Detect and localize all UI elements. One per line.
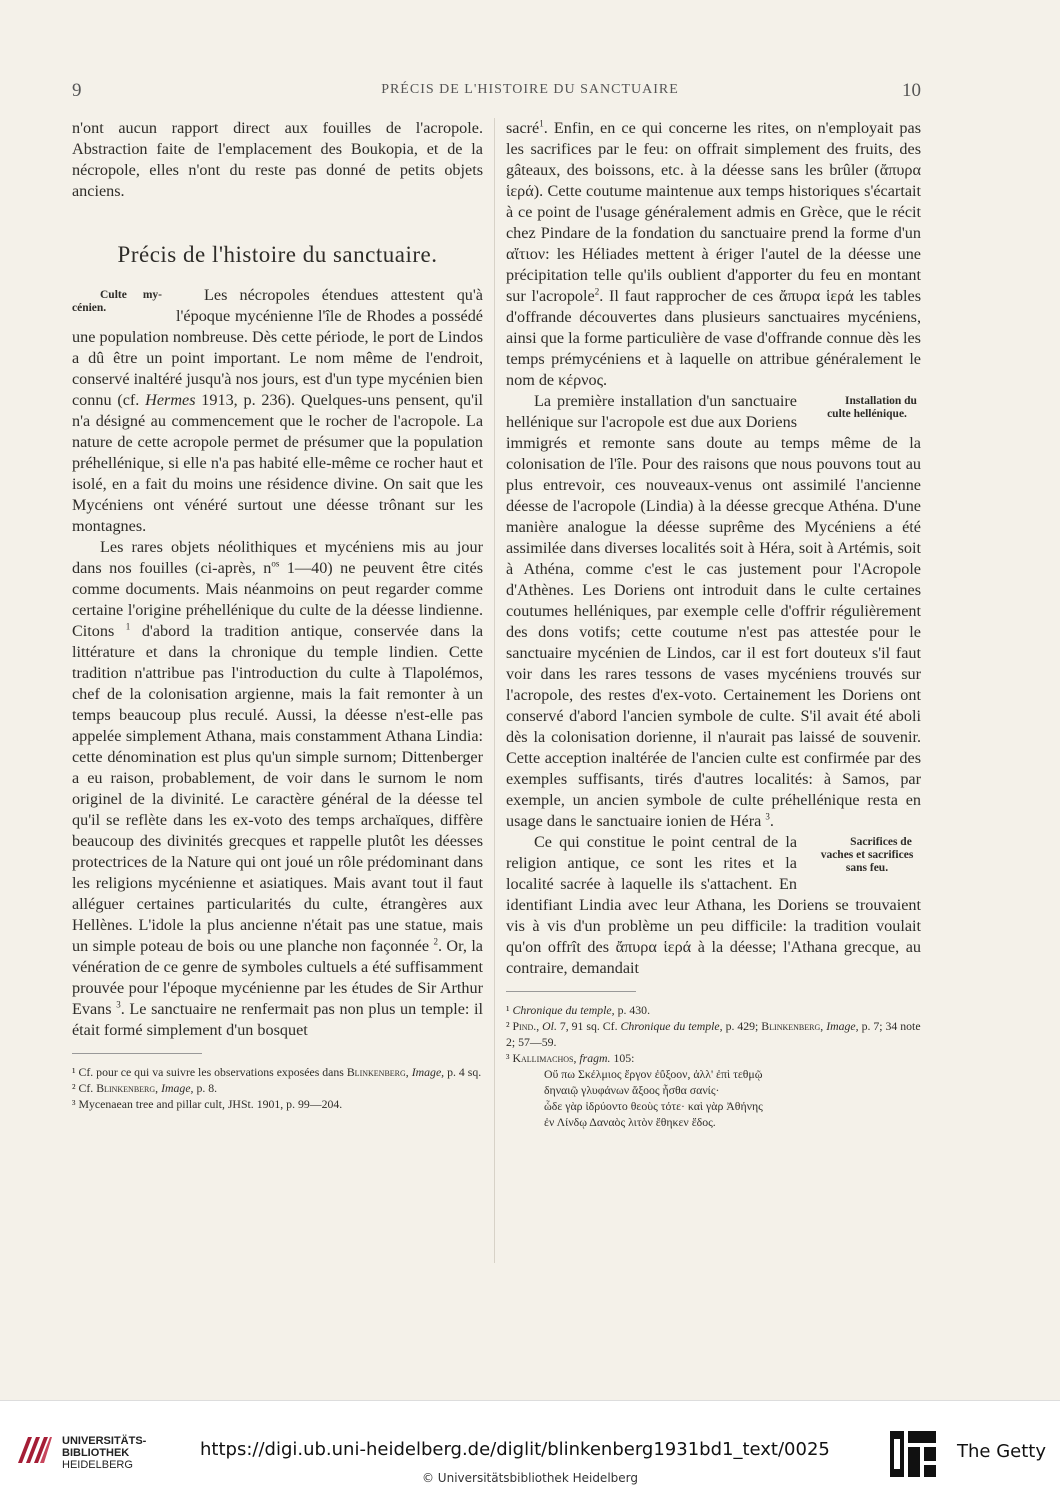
left-paragraph-1: Culte my-cénien. Les nécropoles étendues attestent qu'à l'époque mycénienne l'île de Rhodes a possédé une population nombreuse. Dès cette période, le port de Lindos a dû être un point important. Le nom même de l'endroit, conservé inaltéré jusqu'à nos jours, est d'un type mycénien bien connu (cf. Hermes 1913, p. 236). Quelques-uns pensent, qu'il n'a désigné au commencement que le rocher de l'acropole. La nature de cette acropole permet de présumer que la population préhellénique, si elle n'a pas habité elle-même ce rocher haut et isolé, en a fait du moins une résidence divine. On sait que les Mycéniens ont vénéré surtout une déesse trônant sur les montagnes. [72,286,484,535]
copyright-notice: © Universitätsbibliothek Heidelberg [421,1471,638,1485]
footnote-ref-1[interactable]: 1 [125,621,131,632]
greek-verse-3: ὧδε γὰρ ἱδρύοντο θεοὺς τότε· καὶ γὰρ Ἀθήνης [544,1099,763,1113]
margin-note-sacrifices: Sacrifices de vaches et sacrifices sans feu. [820,836,914,874]
getty-label: The Getty [957,1441,1046,1462]
margin-note-culte-mycenien: Culte my-cénien. [72,289,162,314]
footnote-r1: ¹ Chronique du temple, p. 430. [506,1003,651,1017]
footnote-2: ² Cf. Blinkenberg, Image, p. 8. [72,1081,218,1095]
greek-verse-2: δηναιῷ γλυφάνων ἄξοος ἦσθα σανίς· [544,1083,720,1097]
footnote-rule-right [506,991,636,992]
ub-heidelberg-logo-icon[interactable] [14,1431,54,1467]
section-title: Précis de l'histoire du sanctuaire. [117,242,438,267]
footnote-r3: ³ Kallimachos, fragm. 105: [506,1051,635,1065]
footnote-3: ³ Mycenaean tree and pillar cult, JHSt. 1901, p. 99—204. [72,1097,343,1111]
right-footnotes [506,1002,921,1130]
left-footnotes [72,1064,483,1112]
footnote-rule [72,1053,202,1054]
left-column [72,118,483,1112]
footnote-r2: ² Pind., Ol. 7, 91 sq. Cf. Chronique du temple, p. 429; Blinkenberg, Image, p. 7; 34 note 2; 57—59. [506,1019,921,1049]
viewer-footer [0,1400,1060,1496]
footnote-ref-2[interactable]: 2 [433,936,438,947]
ub-heidelberg-logo-text: UNIVERSITÄTS- BIBLIOTHEK HEIDELBERG [62,1435,147,1471]
column-divider [494,118,495,1263]
left-paragraph-0: n'ont aucun rapport direct aux fouilles de l'acropole. Abstraction faite de l'emplacement des Boukopia, et de la nécropole, elles n'ont du reste pas donné de petits objets anciens. [72,119,483,200]
running-title: PRÉCIS DE L'HISTOIRE DU SANCTUAIRE [381,82,679,97]
getty-logo-icon[interactable] [888,1429,938,1479]
page-number-right: 10 [902,80,921,101]
left-paragraph-2: Les rares objets néolithiques et mycéniens mis au jour dans nos fouilles (ci-après, $n^{os}$ 1—40) ne peuvent être cités comme documents. Mais néanmoins on peut regarder comme certaine l'origine préhellénique du culte de la déesse lindienne. Citons $^1$ d'abord la tradition antique, conservée dans la littérature et dans la chronique du temple lindien. Cette tradition n'attribue pas l'introduction du culte à Tlapolémos, chef de la colonisation argienne, mais la fait remonter à un temps beaucoup plus reculé. Aussi, la déesse n'est-elle pas appelée simplement Athana, mais constamment Athana Lindia: cette dénomination est plus qu'un simple surnom; Dittenberger a eu raison, probablement, de voir dans le surnom le nom originel de la divinité. Le caractère général de la déesse tel qu'il se reflète dans les ex-voto des temps archaïques, diffère beaucoup des divinités grecques et rappelle plutôt les déesses protectrices de la Nature qui ont joué un rôle prédominant dans les religions mycénienne et asiatiques. Mais avant tout il faut alléguer certaines particularités du culte, étrangères aux Hellènes. L'idole la plus ancienne n'était pas une statue, mais un simple poteau de bois ou une planche non façonnée $^2$. Or, la vénération de ce genre de symboles cultuels a été suffisamment prouvée pour l'époque mycénienne par les études de Sir Arthur Evans $^3$. Le sanctuaire ne renfermait pas non plus un temple: il était formé simplement d'un bosquet [72,538,484,1039]
page-number-left: 9 [72,80,82,101]
right-paragraph-2: Sacrifices de vaches et sacrifices sans feu. Ce qui constitue le point central de la religion antique, ce sont les rites et la localité sacrée à laquelle ils s'attachent. En identifiant Lindia avec leur Athana, les Doriens se trouvaient vis à vis d'un problème un peu difficile: la tradition voulait qu'on offrît des ἄπυρα ἱερά à la déesse; l'Athana grecque, au contraire, demandait [506,833,921,977]
footnote-ref-3[interactable]: 3 [116,999,121,1010]
footnote-ref-1-right[interactable]: 1 [539,118,544,129]
margin-note-installation: Installation du culte hellénique. [827,395,917,420]
footnote-ref-3-right[interactable]: 3 [765,811,770,822]
right-column [506,118,921,1130]
greek-verse-4: ἐν Λίνδῳ Δαναὸς λιτὸν ἔθηκεν ἕδος. [544,1115,716,1129]
right-paragraph-0: sacré$^1$. Enfin, en ce qui concerne les rites, on n'employait pas les sacrifices par le feu: on offrait simplement des fruits, des gâteaux, des boissons, etc. à la déesse sans les brûler (ἄπυρα ἱερά). Cette coutume maintenue aux temps historiques s'écartait à ce point de l'usage généralement admis en Grèce, que le récit chez Pindare de la fondation du sanctuaire prend la forme d'un αἴτιον: les Héliades mettent à ériger l'autel de la déesse une précipitation telle qu'ils oublient d'apporter du feu en montant sur l'acropole$^2$. Il faut rapprocher de ces ἄπυρα ἱερά les tables d'offrande découvertes dans plusieurs sanctuaires mycéniens, ainsi que la forme particulière de vase d'offrande connue dès les temps prémycéniens et à laquelle on attribue généralement le nom de κέρνος. [506,118,921,389]
footnote-ref-2-right[interactable]: 2 [594,286,600,297]
right-paragraph-1: Installation du culte hellénique. La première installation d'un sanctuaire hellénique sur l'acropole est due aux Doriens immigrés et remonte sans doute au temps même de la colonisation de l'île. Pour des raisons que nous pouvons tout au plus entrevoir, ces nouveaux-venus ont assimilé l'ancienne déesse de l'acropole (Lindia) à la déesse grecque Athéna. D'une manière analogue la déesse suprême des Mycéniens a été assimilée dans diverses localités soit à Héra, soit à Artémis, soit à Athéna, comme c'est le cas justement pour l'Acropole d'Athènes. Les Doriens ont introduit dans le culte certaines coutumes helléniques, par exemple celle d'offrir régulièrement des dons votifs; cette coutume n'est pas attestée pour le sanctuaire mycénien de Lindos, car il est fort douteux s'il faut voir dans les rares tessons de vases mycéniens trouvés sur l'acropole, des restes d'ex-voto. Certainement les Doriens ont conservé d'abord l'ancien symbole de culte. S'il avait été aboli dès la colonisation dorienne, il n'aurait pas laissé de souvenir. Cette acception inaltérée de l'ancien culte est confirmée par des exemples suffisants, tirés d'autres localités: à Samos, par exemple, un ancien symbole de culte préhellénique resta en usage dans le sanctuaire ionien de Héra $^3$. [506,392,921,830]
permalink-url[interactable]: https://digi.ub.uni-heidelberg.de/diglit/blinkenberg1931bd1_text/0025 [200,1439,830,1460]
footnote-1: ¹ Cf. pour ce qui va suivre les observations exposées dans Blinkenberg, Image, p. 4 sq. [72,1065,482,1079]
greek-verse-1: Οὔ πω Σκέλμιος ἔργον ἐΰξοον, ἀλλ' ἐπὶ τεθμῷ [544,1067,763,1081]
